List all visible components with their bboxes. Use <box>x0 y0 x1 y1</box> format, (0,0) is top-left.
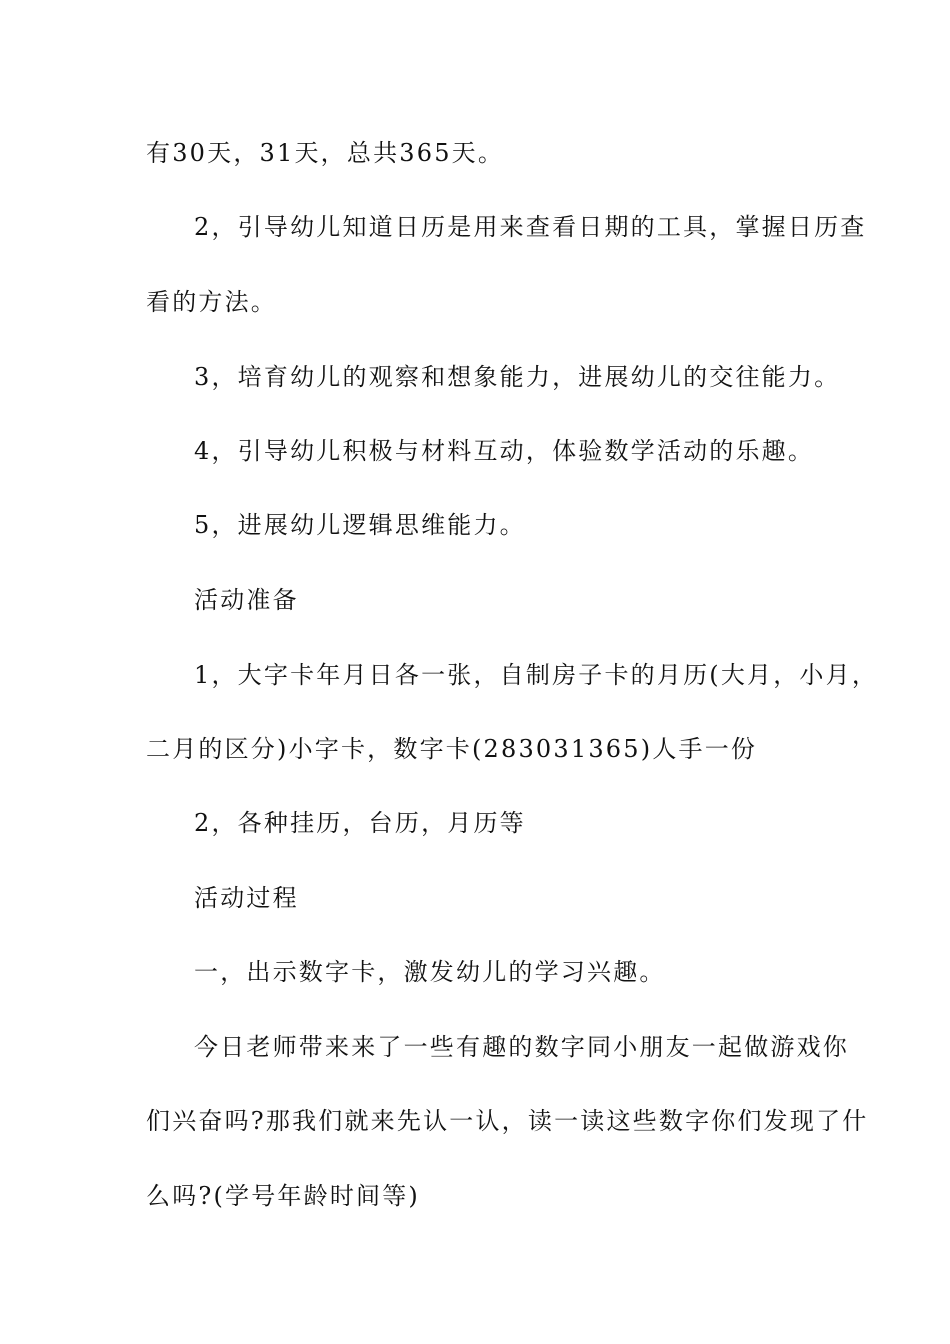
text-line: 一，出示数字卡，激发幼儿的学习兴趣。 <box>194 958 666 986</box>
text-line: 二月的区分)小字卡，数字卡(283031365)人手一份 <box>146 735 758 763</box>
section-heading: 活动准备 <box>194 586 299 614</box>
text-line: 4，引导幼儿积极与材料互动，体验数学活动的乐趣。 <box>194 437 815 465</box>
text-line: 2，引导幼儿知道日历是用来查看日期的工具，掌握日历查 <box>194 213 867 241</box>
text-line: 1，大字卡年月日各一张，自制房子卡的月历(大月，小月， <box>194 661 879 689</box>
section-heading: 活动过程 <box>194 884 299 912</box>
text-line: 么吗?(学号年龄时间等) <box>146 1182 420 1210</box>
text-line: 今日老师带来来了一些有趣的数字同小朋友一起做游戏你 <box>194 1033 849 1061</box>
text-line: 3，培育幼儿的观察和想象能力，进展幼儿的交往能力。 <box>194 363 841 391</box>
text-line: 看的方法。 <box>146 288 277 316</box>
text-line: 5，进展幼儿逻辑思维能力。 <box>194 511 526 539</box>
text-line: 2，各种挂历，台历，月历等 <box>194 809 526 837</box>
text-line: 们兴奋吗?那我们就来先认一认，读一读这些数字你们发现了什 <box>146 1107 869 1135</box>
text-line: 有30天，31天，总共365天。 <box>146 139 505 167</box>
